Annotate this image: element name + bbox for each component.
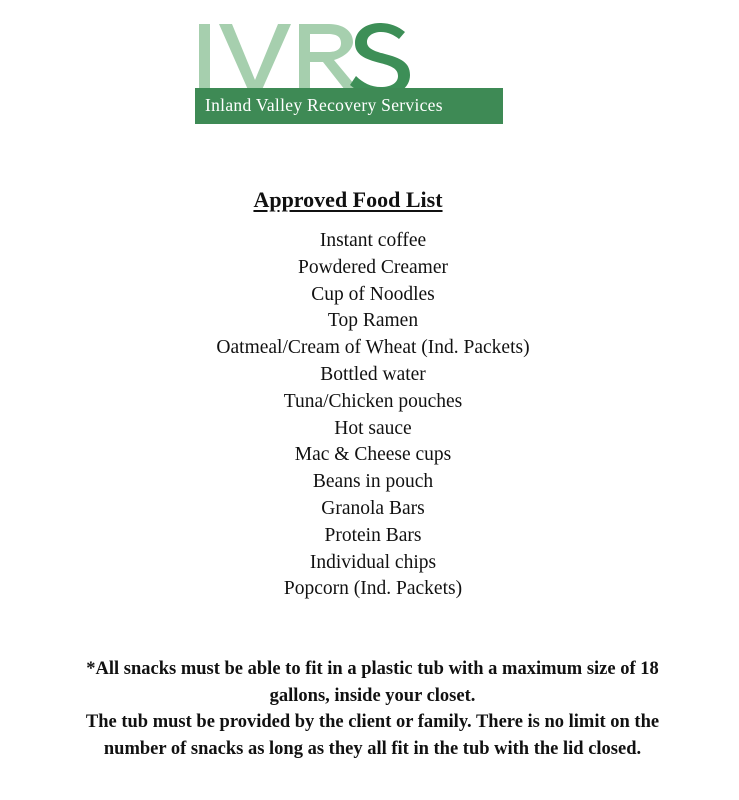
note-paragraph: *All snacks must be able to fit in a plastic tub with a maximum size of 18 gallons, inside your closet.: [86, 659, 659, 706]
approved-food-list: [0, 228, 739, 603]
food-item: Beans in pouch: [312, 471, 434, 493]
food-item: Top Ramen: [327, 310, 419, 332]
food-item: Hot sauce: [334, 417, 412, 439]
food-item: Cup of Noodles: [311, 283, 435, 305]
logo-tagline: Inland Valley Recovery Services: [205, 95, 443, 115]
document-title: Approved Food List: [253, 187, 443, 212]
ivrs-logo: [195, 18, 503, 124]
food-item: Powdered Creamer: [298, 256, 448, 278]
note-paragraph: The tub must be provided by the client or family. There is no limit on the number of snacks as long as they all fit in the tub with the lid closed.: [85, 712, 660, 759]
food-item: Bottled water: [320, 363, 426, 385]
ivrs-logo-graphic: [195, 18, 503, 124]
food-item: Protein Bars: [324, 524, 422, 546]
food-item: Tuna/Chicken pouches: [283, 390, 463, 412]
food-item: Popcorn (Ind. Packets): [283, 578, 463, 600]
food-item: Granola Bars: [321, 497, 425, 519]
food-item: Oatmeal/Cream of Wheat (Ind. Packets): [216, 337, 530, 359]
food-item: Individual chips: [309, 551, 437, 573]
food-item: Mac & Cheese cups: [294, 444, 452, 466]
snack-storage-note: [60, 656, 685, 762]
food-item: Instant coffee: [319, 230, 427, 251]
